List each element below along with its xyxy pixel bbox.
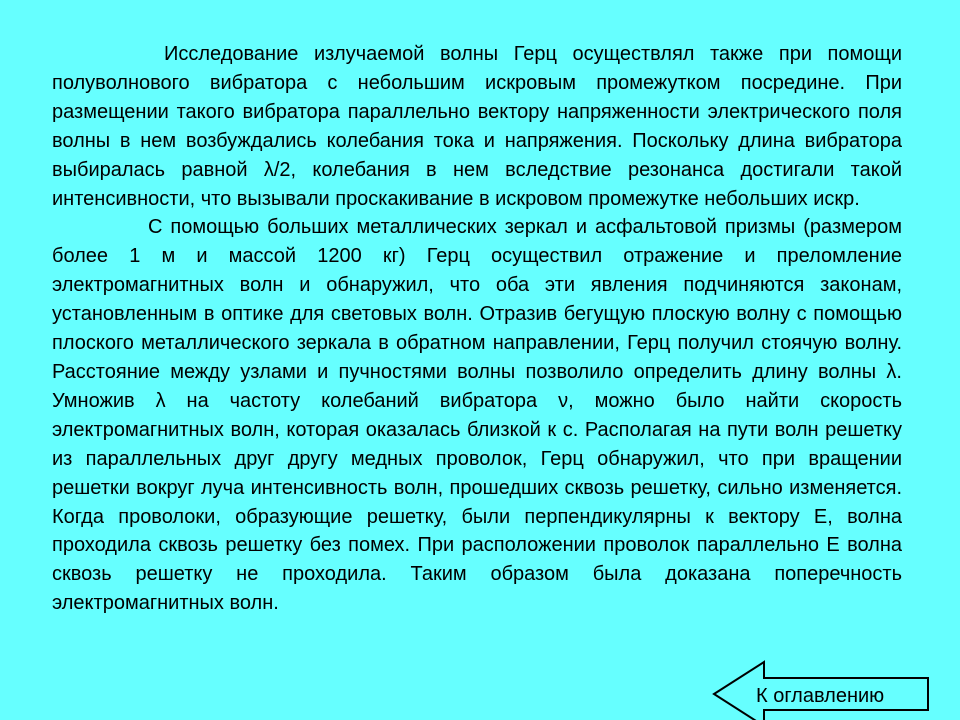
paragraph-vibrator: Исследование излучаемой волны Герц осуществлял также при помощи полуволнового вибратора с небольшим искровым промежутком посредине. При размещении такого вибратора параллельно вектору напряженности электрического поля волны в нем возбуждались колебания тока и напряжения. Поскольку длина вибратора выбиралась равной λ/2, колебания в нем вследствие резонанса достигали такой интенсивности, что вызывали проскакивание в искровом промежутке небольших искр.	[52, 43, 902, 210]
slide-body	[52, 40, 902, 618]
table-of-contents-button[interactable]	[712, 660, 932, 720]
paragraph-hertz-experiments: С помощью больших металлических зеркал и асфальтовой призмы (размером более 1 м и массой 1200 кг) Герц осуществил отражение и преломление электромагнитных волн и обнаружил, что оба эти явления подчиняются законам, установленным в оптике для световых волн. Отразив бегущую плоскую волну с помощью плоского металлического зеркала в обратном направлении, Герц получил стоячую волну. Расстояние между узлами и пучностями волны позволило определить длину волны λ. Умножив λ на частоту колебаний вибратора ν, можно было найти скорость электромагнитных волн, которая оказалась близкой к с. Располагая на пути волн решетку из параллельных друг другу медных проволок, Герц обнаружил, что при вращении решетки вокруг луча интенсивность волн, прошедших сквозь решетку, сильно изменяется. Когда проволоки, образующие решетку, были перпендикулярны к вектору Е, волна проходила сквозь решетку без помех. При расположении проволок параллельно Е волна сквозь решетку не проходила. Таким образом была доказана поперечность электромагнитных волн.	[52, 216, 902, 615]
table-of-contents-label: К оглавлению	[756, 685, 885, 707]
